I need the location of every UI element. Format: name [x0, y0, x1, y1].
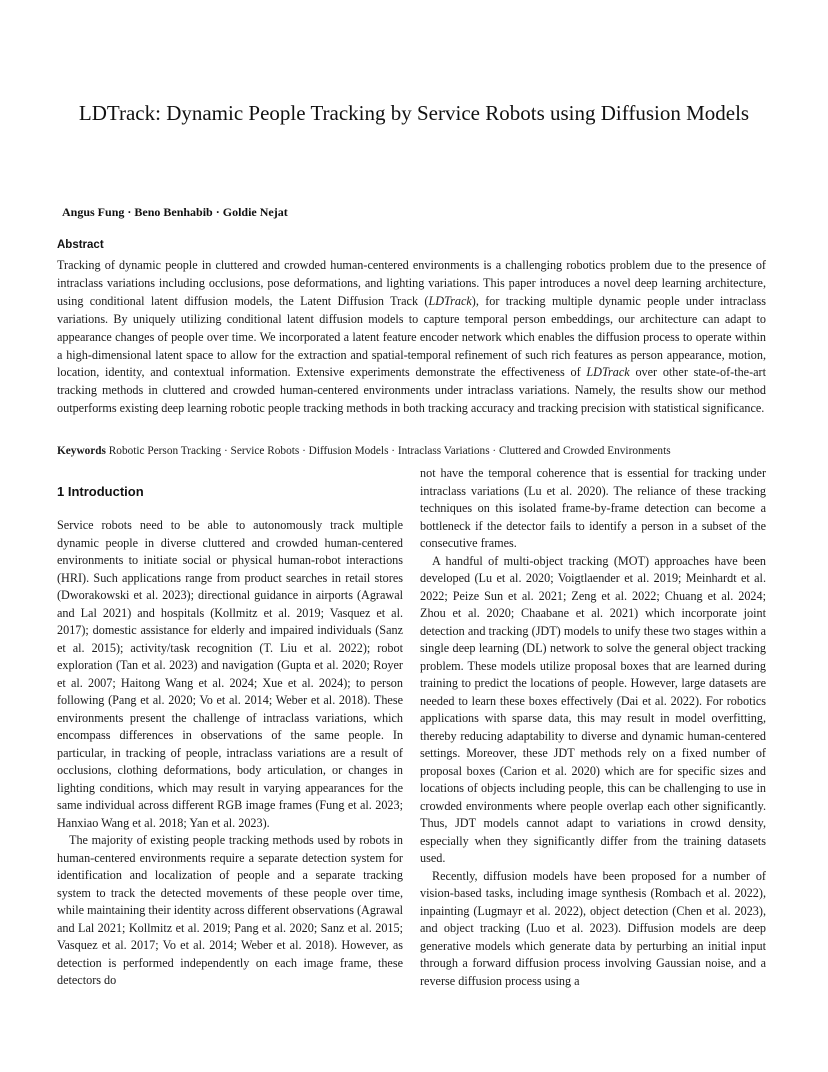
intro-paragraph-1: Service robots need to be able to autonomously track multiple dynamic people in diverse cluttered and crowded human-centered environments to initiate social or physical human-robot interactions (HRI). Such applications range from product searches in retail stores (Dworakowski et al. 2023); directional guidance in airports (Agrawal and Lal 2021) and hospitals (Kollmitz et al. 2019; Vasquez et al. 2017); domestic assistance for elderly and impaired individuals (Sanz et al. 2015); activity/task recognition (T. Liu et al. 2022); robot exploration (Tan et al. 2023) and navigation (Gupta et al. 2020; Royer et al. 2007; Haitong Wang et al. 2024; Xue et al. 2024); to person following (Pang et al. 2020; Vo et al. 2014; Weber et al. 2018). These environments present the challenge of intraclass variations, which encompass differences in observations of the same people. In particular, in tracking of people, intraclass variations are a result of occlusions, clothing deformations, body articulation, or changes in lighting conditions, which may result in varying appearances for the same individual across different RGB image frames (Fung et al. 2023; Hanxiao Wang et al. 2018; Yan et al. 2023). [57, 518, 403, 830]
keywords-line [57, 443, 766, 459]
abstract-emphasis-1: LDTrack [428, 293, 472, 308]
keywords-label: Keywords [57, 445, 106, 457]
abstract-text [57, 257, 766, 418]
intro-paragraph-3: not have the temporal coherence that is essential for tracking under intraclass variations (Lu et al. 2020). The reliance of these tracking techniques on this isolated frame-by-frame detection can become a bottleneck if the detector fails to identify a person in a subset of the consecutive frames. [420, 466, 766, 550]
left-column [57, 465, 403, 990]
intro-paragraph-4: A handful of multi-object tracking (MOT) approaches have been developed (Lu et al. 2020; Voigtlaender et al. 2019; Meinhardt et al. 2022; Peize Sun et al. 2021; Zeng et al. 2022; Chuang et al. 2024; Zhou et al. 2020; Chaabane et al. 2021) which incorporate joint detection and tracking (JDT) models to unify these two stages within a single deep learning (DL) network to solve the general object tracking problem. These models utilize proposal boxes that are learned during training to predict the locations of people. However, large datasets are needed to learn these boxes effectively (Dai et al. 2022). For robotics applications with sparse data, this may result in model overfitting, thereby reducing adaptability to diverse and dynamic human-centered settings. Moreover, these JDT methods rely on a fixed number of proposal boxes (Carion et al. 2020) which are for specific sizes and locations of objects including people, this can be challenging to use in crowded environments where people overlap each other significantly. Thus, JDT models cannot adapt to variations in crowd density, especially when they significantly differ from the training datasets used. [420, 553, 766, 865]
abstract-part-3: over other state-of-the-art tracking methods in cluttered and crowded human-centered environments under intraclass variations. Namely, the results show our method outperforms existing deep learning robotic people tracking methods in both tracking accuracy and tracking precision with statistical significance. [57, 365, 767, 416]
paper-title: LDTrack: Dynamic People Tracking by Service Robots using Diffusion Models [78, 101, 750, 125]
abstract-emphasis-2: LDTrack [586, 365, 630, 380]
right-column [420, 465, 766, 990]
author-list: Angus Fung · Beno Benhabib · Goldie Nejat [62, 205, 288, 219]
abstract-heading: Abstract [57, 239, 104, 251]
intro-paragraph-5: Recently, diffusion models have been proposed for a number of vision-based tasks, including image synthesis (Rombach et al. 2022), inpainting (Lugmayr et al. 2022), object detection (Chen et al. 2023), and object tracking (Luo et al. 2023). Diffusion models are deep generative models which generate data by perturbing an initial input through a forward diffusion process involving Gaussian noise, and a reverse diffusion process using a [420, 868, 766, 988]
intro-paragraph-2: The majority of existing people tracking methods used by robots in human-centered environments require a separate detection system for identification and localization of people and a separate tracking system to track the detected movements of these people over time, while maintaining their identity across different observations (Agrawal and Lal 2021; Kollmitz et al. 2019; Pang et al. 2020; Sanz et al. 2015; Vasquez et al. 2017; Vo et al. 2014; Weber et al. 2018). However, as detection is performed independently on each image frame, these detectors do [57, 833, 404, 987]
section-heading-introduction: 1 Introduction [57, 484, 144, 499]
abstract-part-1: Tracking of dynamic people in cluttered and crowded human-centered environments is a challenging robotics problem due to the presence of intraclass variations including occlusions, pose deformations, and lighting variations. This paper introduces a novel deep learning architecture, using conditional latent diffusion models, the Latent Diffusion Track ( [57, 258, 766, 308]
keywords-list: Robotic Person Tracking · Service Robots · Diffusion Models · Intraclass Variations · Cluttered and Crowded Environments [105, 445, 671, 457]
abstract-part-2: ), for tracking multiple dynamic people under intraclass variations. By uniquely utilizing conditional latent diffusion models to capture temporal person embeddings, our architecture can adapt to appearance changes of people over time. We incorporated a latent feature encoder network which enables the diffusion process to operate within a high-dimensional latent space to allow for the extraction and spatial-temporal refinement of such rich features as person appearance, motion, location, identity, and contextual information. Extensive experiments demonstrate the effectiveness of [57, 293, 767, 380]
